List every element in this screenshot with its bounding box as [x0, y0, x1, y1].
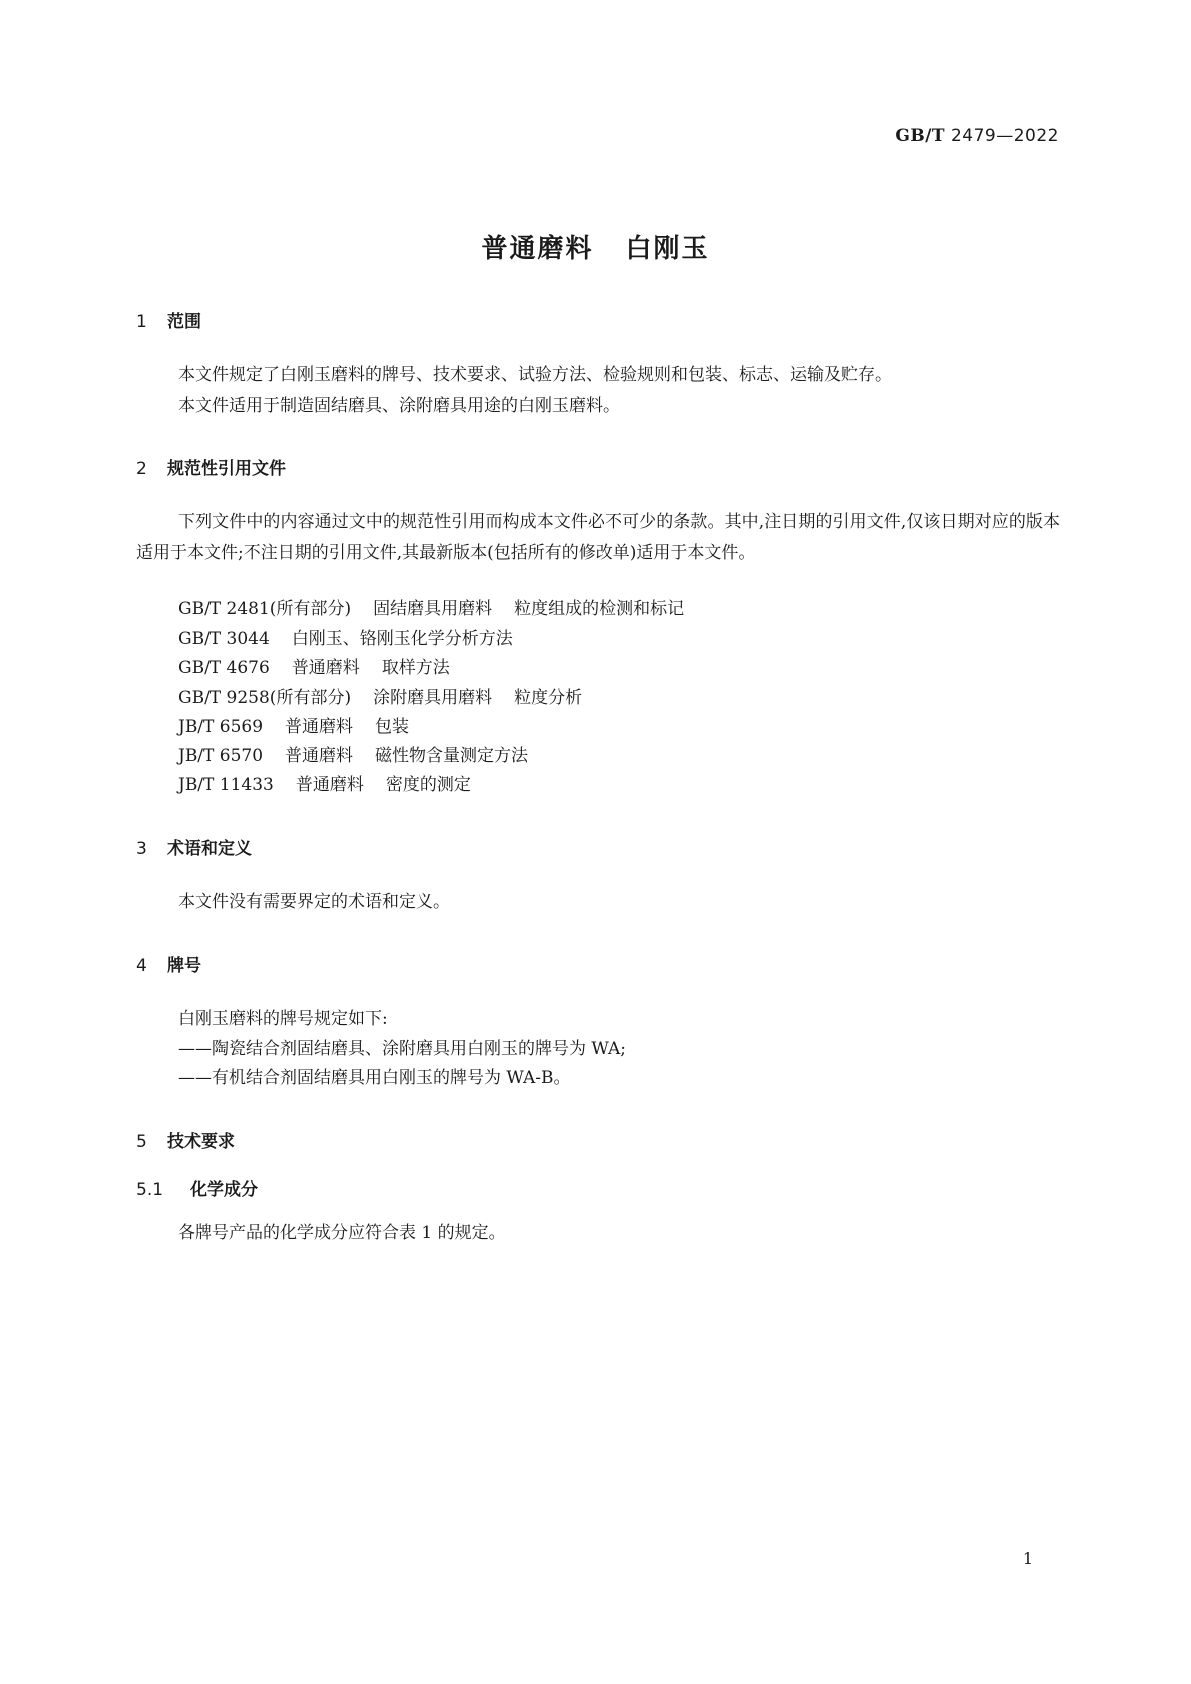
section-number: 2: [136, 459, 147, 479]
standard-code-number: 2479—2022: [945, 126, 1059, 146]
reference-code: GB/T 4676: [178, 658, 270, 678]
section-4-intro: 白刚玉磨料的牌号规定如下:: [178, 1009, 388, 1029]
normative-reference: [136, 712, 1102, 743]
section-1-paragraph-2: 本文件适用于制造固结磨具、涂附磨具用途的白刚玉磨料。: [178, 396, 620, 416]
section-3-paragraph: 本文件没有需要界定的术语和定义。: [178, 892, 450, 912]
title-part2: 白刚玉: [625, 234, 710, 264]
reference-subtitle: 取样方法: [381, 658, 450, 678]
normative-reference: [136, 653, 1102, 684]
section-2-heading: [136, 454, 286, 479]
reference-code: GB/T 3044: [178, 629, 270, 649]
reference-subtitle: 粒度分析: [514, 688, 583, 708]
reference-code: JB/T 6570: [178, 746, 264, 766]
section-number: 4: [136, 956, 147, 976]
document-title: [0, 228, 1191, 265]
standard-code-prefix: GB/T: [895, 126, 946, 146]
section-title: 化学成分: [190, 1180, 258, 1200]
section-number: 5: [136, 1132, 147, 1152]
section-1-paragraph-1: 本文件规定了白刚玉磨料的牌号、技术要求、试验方法、检验规则和包装、标志、运输及贮存。: [178, 365, 892, 385]
section-number: 5.1: [136, 1180, 164, 1200]
standard-code: [895, 126, 1059, 146]
reference-title: 涂附磨具用磨料: [373, 688, 493, 708]
reference-subtitle: 磁性物含量测定方法: [375, 746, 529, 766]
reference-title: 普通磨料: [295, 775, 364, 795]
section-4-heading: [136, 951, 201, 976]
section-5-1-paragraph: 各牌号产品的化学成分应符合表 1 的规定。: [178, 1223, 506, 1243]
reference-subtitle: 包装: [375, 717, 410, 737]
normative-reference: [136, 594, 1102, 625]
section-number: 3: [136, 839, 147, 859]
reference-subtitle: 密度的测定: [385, 775, 471, 795]
reference-code: GB/T 2481(所有部分): [178, 599, 352, 619]
section-5-heading: [136, 1127, 235, 1152]
section-1-heading: [136, 307, 201, 332]
reference-code: JB/T 6569: [178, 717, 264, 737]
section-title: 术语和定义: [167, 839, 252, 859]
section-number: 1: [136, 312, 147, 332]
reference-title: 普通磨料: [291, 658, 360, 678]
reference-title: 固结磨具用磨料: [373, 599, 493, 619]
reference-subtitle: 粒度组成的检测和标记: [514, 599, 685, 619]
normative-reference: [136, 770, 1102, 801]
section-4-list-item: ——有机结合剂固结磨具用白刚玉的牌号为 WA-B。: [178, 1068, 571, 1088]
section-5-1-heading: [136, 1175, 258, 1200]
section-4-list-item: ——陶瓷结合剂固结磨具、涂附磨具用白刚玉的牌号为 WA;: [178, 1039, 627, 1059]
reference-title: 普通磨料: [285, 717, 354, 737]
normative-reference: [136, 741, 1102, 772]
section-3-heading: [136, 834, 252, 859]
normative-reference: [136, 624, 1102, 655]
section-title: 范围: [167, 312, 201, 332]
normative-reference: [136, 683, 1102, 714]
reference-title: 白刚玉、铬刚玉化学分析方法: [291, 629, 513, 649]
section-title: 规范性引用文件: [167, 459, 286, 479]
section-2-intro: 下列文件中的内容通过文中的规范性引用而构成本文件必不可少的条款。其中,注日期的引用文件,仅该日期对应的版本适用于本文件;不注日期的引用文件,其最新版本(包括所有的修改单)适用于本文件。: [136, 512, 1060, 563]
reference-code: JB/T 11433: [178, 775, 274, 795]
section-title: 技术要求: [167, 1132, 235, 1152]
page-number: 1: [1022, 1549, 1033, 1568]
reference-title: 普通磨料: [285, 746, 354, 766]
reference-code: GB/T 9258(所有部分): [178, 688, 352, 708]
title-part1: 普通磨料: [481, 234, 594, 264]
section-title: 牌号: [167, 956, 201, 976]
